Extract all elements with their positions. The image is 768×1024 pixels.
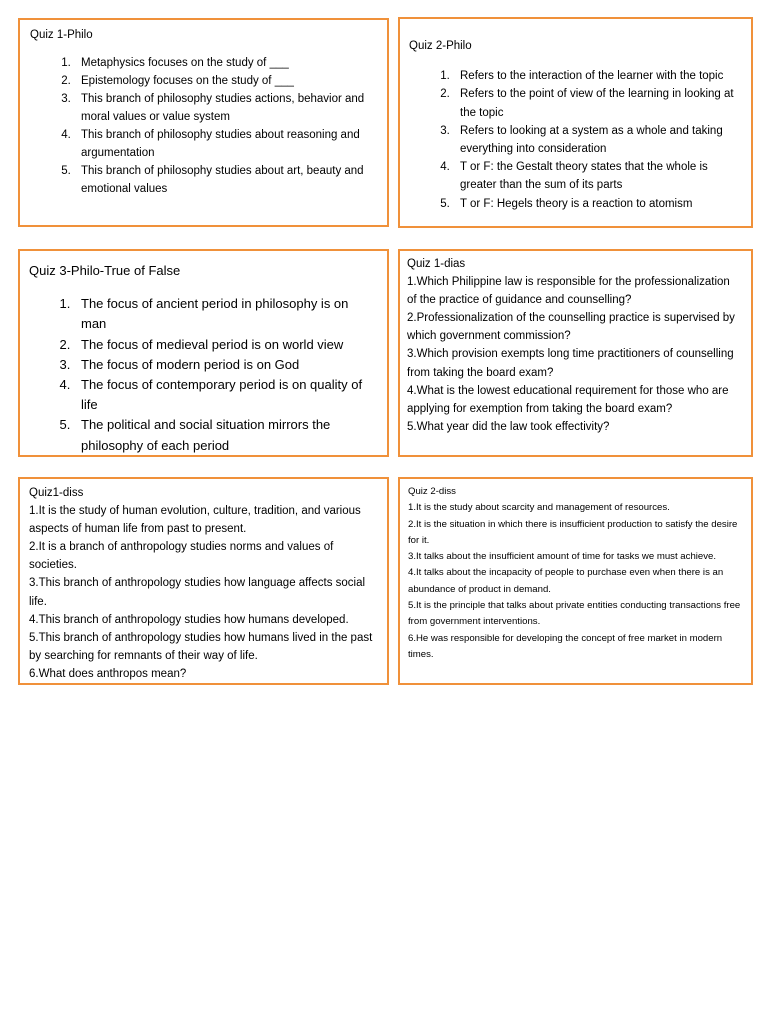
question-item: 4. This branch of philosophy studies about reasoning and argumentation — [74, 126, 377, 162]
quiz-1-dias-card — [398, 249, 753, 457]
question-item: 5. T or F: Hegels theory is a reaction to atomism — [453, 195, 741, 213]
question-item: 6.What does anthropos mean? — [29, 667, 187, 680]
question-item: 5.This branch of anthropology studies how humans lived in the past by searching for remnants of their way of life. — [29, 631, 373, 662]
question-item: 3.Which provision exempts long time practitioners of counselling from taking the board exam? — [407, 348, 734, 379]
quiz-1-diss-card — [18, 477, 389, 685]
question-item: 3. Refers to looking at a system as a whole and taking everything into consideration — [453, 122, 741, 158]
question-list — [409, 67, 741, 213]
quiz-2-philo-card — [398, 17, 753, 228]
question-item: 3. This branch of philosophy studies actions, behavior and moral values or value system — [74, 90, 377, 126]
question-item: 3.It talks about the insufficient amount of time for tasks we must achieve. — [408, 551, 717, 563]
quiz-1-philo-card — [18, 18, 389, 227]
question-item: 4.This branch of anthropology studies how humans developed. — [29, 613, 349, 626]
quiz-2-diss-card — [398, 477, 753, 685]
question-item: 5. The political and social situation mirrors the philosophy of each period — [74, 415, 377, 455]
question-item: 2.It is the situation in which there is insufficient production to satisfy the desire for it. — [408, 518, 738, 546]
question-item: 1.It is the study about scarcity and management of resources. — [408, 502, 670, 514]
quiz-title: Quiz 3-Philo-True of False — [29, 263, 181, 278]
quiz-title: Quiz 1-Philo — [30, 29, 93, 41]
question-item: 4.What is the lowest educational requirement for those who are applying for exemption from taking the board exam? — [407, 384, 729, 415]
question-list — [29, 294, 377, 456]
question-item: 5.What year did the law took effectivity? — [407, 420, 610, 433]
question-list — [30, 54, 377, 198]
quiz-title: Quiz 2-Philo — [409, 40, 472, 52]
question-item: 6.He was responsible for developing the concept of free market in modern times. — [408, 632, 723, 660]
quiz-title: Quiz 2-diss — [408, 486, 456, 497]
question-item: 5. This branch of philosophy studies about art, beauty and emotional values — [74, 162, 377, 198]
question-item: 1.Which Philippine law is responsible for the professionalization of the practice of guidance and counselling? — [407, 276, 730, 307]
question-item: 1. Metaphysics focuses on the study of ___ — [74, 54, 377, 72]
quiz-title: Quiz1-diss — [29, 487, 84, 499]
question-item: 3.This branch of anthropology studies how language affects social life. — [29, 577, 366, 608]
question-item: 2. Epistemology focuses on the study of ___ — [74, 72, 377, 90]
question-item: 4. The focus of contemporary period is on quality of life — [74, 375, 377, 415]
question-item: 3. The focus of modern period is on God — [74, 355, 377, 375]
question-item: 2.Professionalization of the counselling practice is supervised by which government commission? — [407, 312, 735, 343]
question-item: 2. The focus of medieval period is on world view — [74, 335, 377, 355]
question-item: 4. T or F: the Gestalt theory states that the whole is greater than the sum of its parts — [453, 158, 741, 194]
question-item: 1. The focus of ancient period in philosophy is on man — [74, 294, 377, 334]
question-item: 1. Refers to the interaction of the learner with the topic — [453, 67, 741, 85]
question-item: 2. Refers to the point of view of the learning in looking at the topic — [453, 85, 741, 121]
question-item: 2.It is a branch of anthropology studies norms and values of societies. — [29, 541, 334, 572]
question-item: 1.It is the study of human evolution, culture, tradition, and various aspects of human life from past to present. — [29, 505, 361, 536]
quiz-3-philo-card — [18, 249, 389, 457]
question-item: 4.It talks about the incapacity of people to purchase even when there is an abundance of product in demand. — [408, 567, 724, 595]
question-item: 5.It is the principle that talks about private entities conducting transactions free from government interventions. — [408, 600, 741, 628]
quiz-title: Quiz 1-dias — [407, 258, 466, 270]
